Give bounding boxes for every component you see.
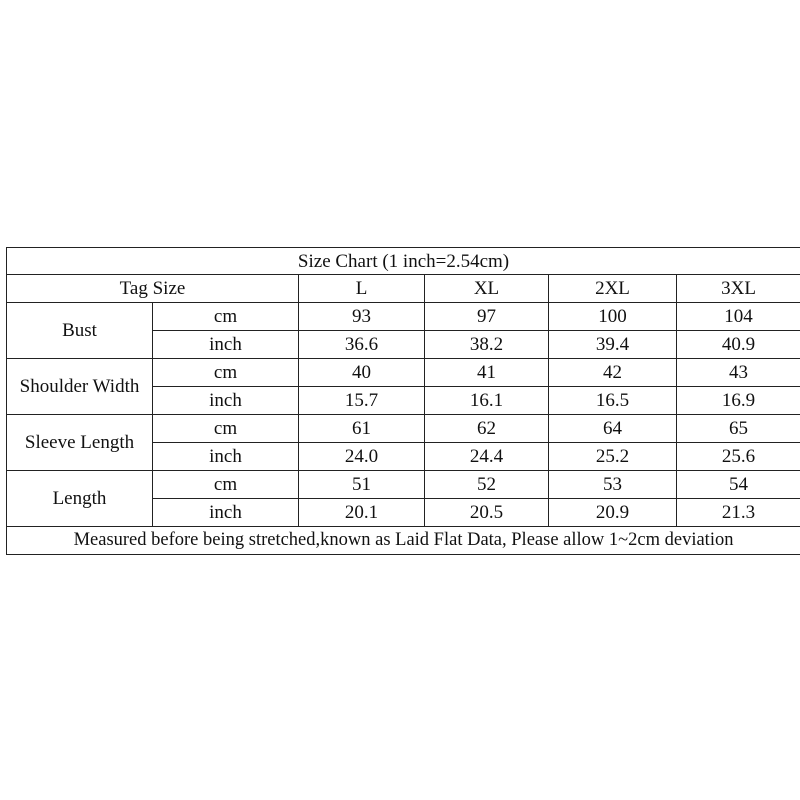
value-cell: 52 (425, 471, 549, 499)
size-header-2xl: 2XL (549, 275, 677, 303)
size-header-xl: XL (425, 275, 549, 303)
unit-cell: cm (153, 471, 299, 499)
value-cell: 36.6 (299, 331, 425, 359)
table-row (7, 471, 800, 499)
value-cell: 53 (549, 471, 677, 499)
value-cell: 97 (425, 303, 549, 331)
value-cell: 25.2 (549, 443, 677, 471)
value-cell: 43 (677, 359, 800, 387)
value-cell: 40 (299, 359, 425, 387)
value-cell: 42 (549, 359, 677, 387)
table-row (7, 359, 800, 387)
value-cell: 39.4 (549, 331, 677, 359)
size-header-3xl: 3XL (677, 275, 800, 303)
tag-size-header: Tag Size (7, 275, 299, 303)
table-row (7, 303, 800, 331)
measurement-note: Measured before being stretched,known as Laid Flat Data, Please allow 1~2cm deviation (7, 527, 800, 555)
measure-label-sleeve-length: Sleeve Length (7, 415, 153, 471)
table-row (7, 415, 800, 443)
value-cell: 61 (299, 415, 425, 443)
measure-label-shoulder-width: Shoulder Width (7, 359, 153, 415)
value-cell: 65 (677, 415, 800, 443)
value-cell: 38.2 (425, 331, 549, 359)
value-cell: 16.5 (549, 387, 677, 415)
value-cell: 54 (677, 471, 800, 499)
value-cell: 64 (549, 415, 677, 443)
value-cell: 93 (299, 303, 425, 331)
value-cell: 62 (425, 415, 549, 443)
note-row (7, 527, 800, 555)
measure-label-bust: Bust (7, 303, 153, 359)
value-cell: 20.1 (299, 499, 425, 527)
value-cell: 16.9 (677, 387, 800, 415)
unit-cell: inch (153, 499, 299, 527)
value-cell: 24.4 (425, 443, 549, 471)
value-cell: 24.0 (299, 443, 425, 471)
unit-cell: cm (153, 415, 299, 443)
unit-cell: cm (153, 359, 299, 387)
size-chart-table (6, 247, 800, 555)
unit-cell: inch (153, 443, 299, 471)
title-row (7, 248, 800, 275)
value-cell: 40.9 (677, 331, 800, 359)
unit-cell: inch (153, 387, 299, 415)
header-row (7, 275, 800, 303)
value-cell: 100 (549, 303, 677, 331)
measure-label-length: Length (7, 471, 153, 527)
size-header-l: L (299, 275, 425, 303)
unit-cell: cm (153, 303, 299, 331)
unit-cell: inch (153, 331, 299, 359)
table-title: Size Chart (1 inch=2.54cm) (7, 248, 800, 275)
value-cell: 15.7 (299, 387, 425, 415)
value-cell: 25.6 (677, 443, 800, 471)
value-cell: 20.5 (425, 499, 549, 527)
value-cell: 21.3 (677, 499, 800, 527)
value-cell: 51 (299, 471, 425, 499)
value-cell: 16.1 (425, 387, 549, 415)
value-cell: 41 (425, 359, 549, 387)
value-cell: 104 (677, 303, 800, 331)
value-cell: 20.9 (549, 499, 677, 527)
